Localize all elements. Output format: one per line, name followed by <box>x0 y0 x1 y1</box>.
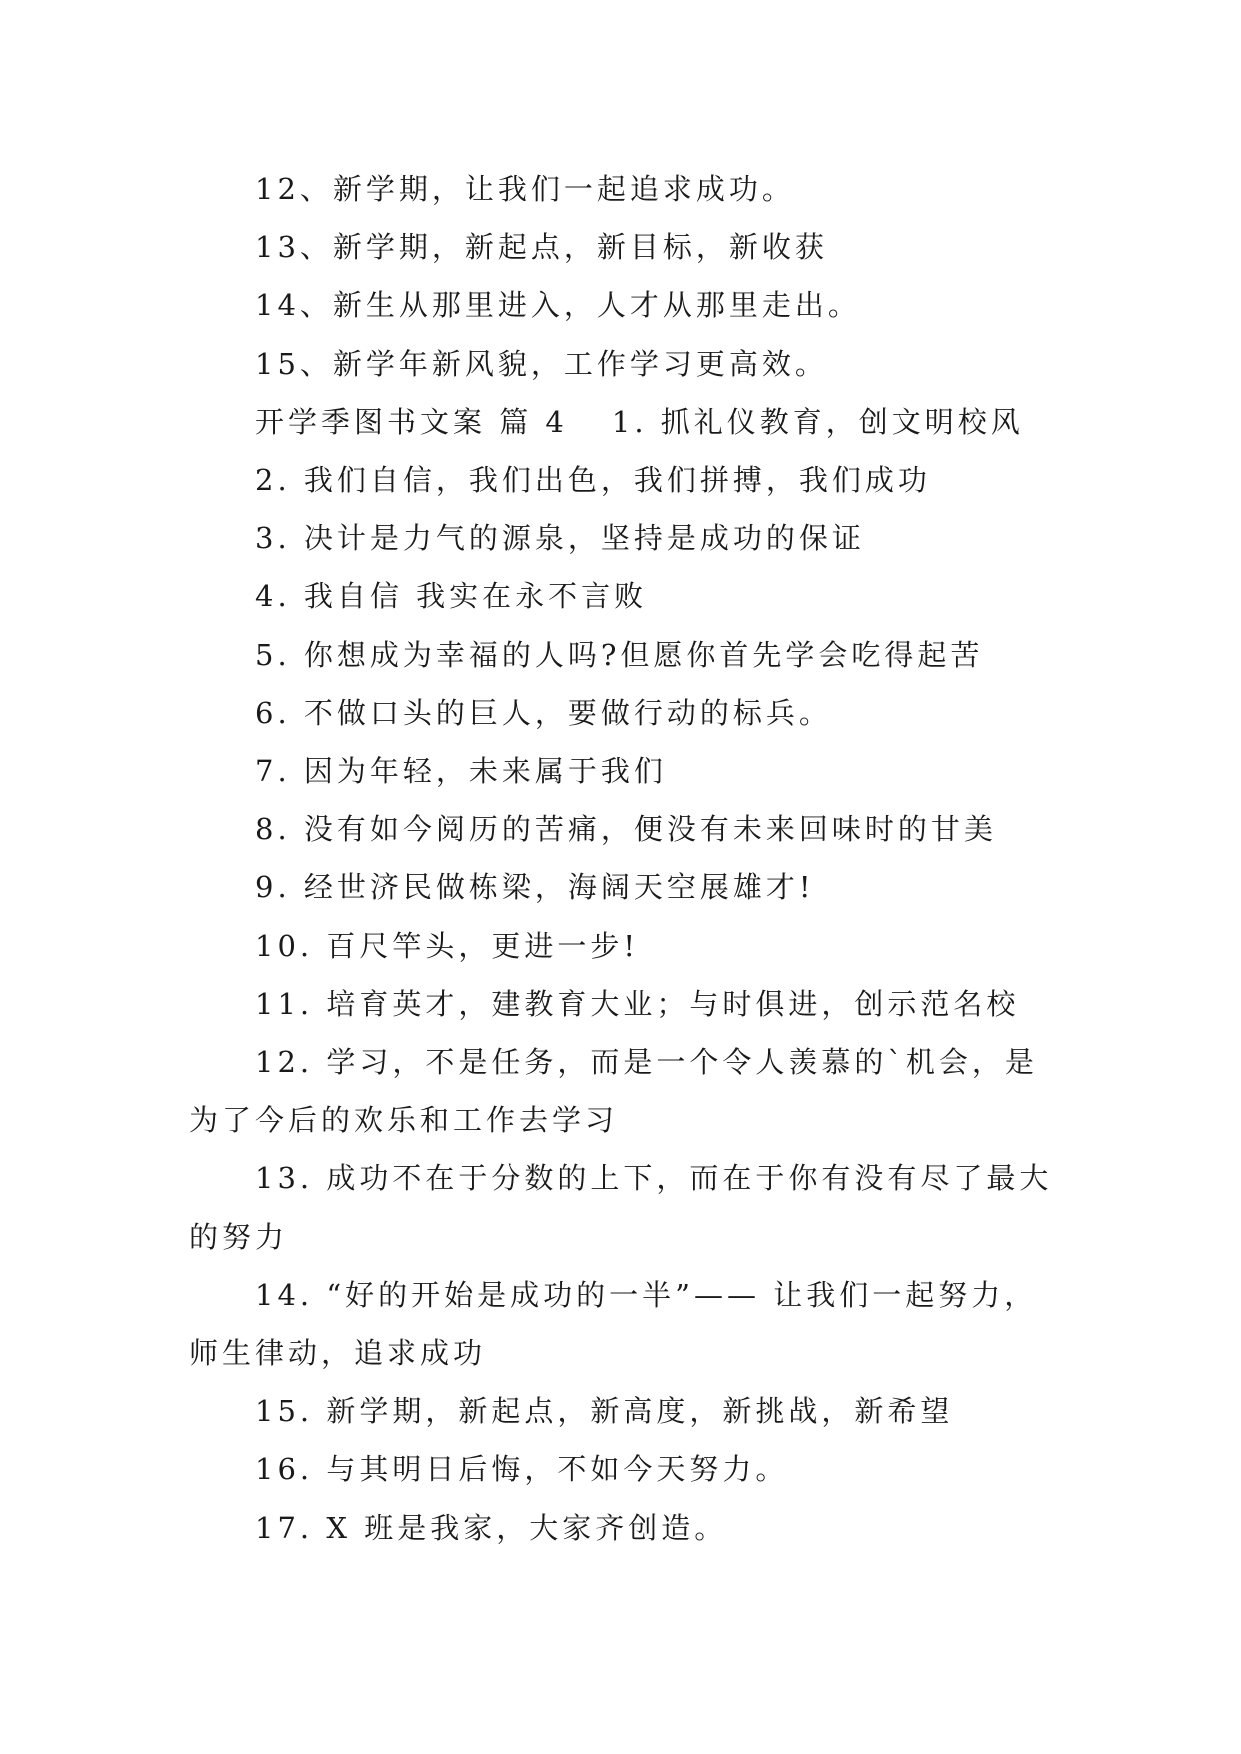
slogan-item: 9. 经世济民做栋梁，海阔天空展雄才! <box>255 870 815 905</box>
slogan-item-first-line: 13. 成功不在于分数的上下，而在于你有没有尽了最大 <box>255 1161 1053 1196</box>
slogan-item: 16. 与其明日后悔，不如今天努力。 <box>255 1452 789 1487</box>
slogan-item: 4. 我自信 我实在永不言败 <box>255 579 648 614</box>
slogan-item: 6. 不做口头的巨人，要做行动的标兵。 <box>255 695 832 730</box>
slogan-item-first-line: 14. “好的开始是成功的一半”—— 让我们一起努力， <box>255 1277 1038 1312</box>
slogan-item: 11. 培育英才，建教育大业；与时俱进，创示范名校 <box>255 986 1020 1021</box>
document-body <box>189 160 1069 1557</box>
slogan-item: 7. 因为年轻，未来属于我们 <box>255 754 667 789</box>
slogan-item-continuation: 为了今后的欢乐和工作去学习 <box>189 1103 619 1138</box>
slogan-line: 12、新学期，让我们一起追求成功。 <box>255 172 795 206</box>
section-heading-line <box>189 393 1069 451</box>
slogan-item: 3. 决计是力气的源泉，坚持是成功的保证 <box>255 521 865 556</box>
slogan-line: 15、新学年新风貌，工作学习更高效。 <box>255 346 828 381</box>
slogan-line: 13、新学期，新起点，新目标，新收获 <box>255 230 828 265</box>
slogan-line: 14、新生从那里进入，人才从那里走出。 <box>255 288 861 323</box>
slogan-item: 8. 没有如今阅历的苦痛，便没有未来回味时的甘美 <box>255 812 997 847</box>
slogan-item-continuation: 师生律动，追求成功 <box>189 1336 487 1371</box>
section-heading: 开学季图书文案 篇 4 <box>255 404 568 439</box>
slogan-item: 1. 抓礼仪教育，创文明校风 <box>611 404 1024 439</box>
slogan-item-first-line: 12. 学习，不是任务，而是一个令人羡慕的`机会，是 <box>255 1045 1038 1080</box>
slogan-item-continuation: 的努力 <box>189 1219 289 1254</box>
slogan-item: 2. 我们自信，我们出色，我们拼搏，我们成功 <box>255 463 931 498</box>
slogan-item: 10. 百尺竿头，更进一步! <box>255 928 639 963</box>
slogan-item: 17. X 班是我家，大家齐创造。 <box>255 1510 728 1545</box>
slogan-item: 15. 新学期，新起点，新高度，新挑战，新希望 <box>255 1394 954 1429</box>
slogan-item: 5. 你想成为幸福的人吗?但愿你首先学会吃得起苦 <box>255 637 984 672</box>
